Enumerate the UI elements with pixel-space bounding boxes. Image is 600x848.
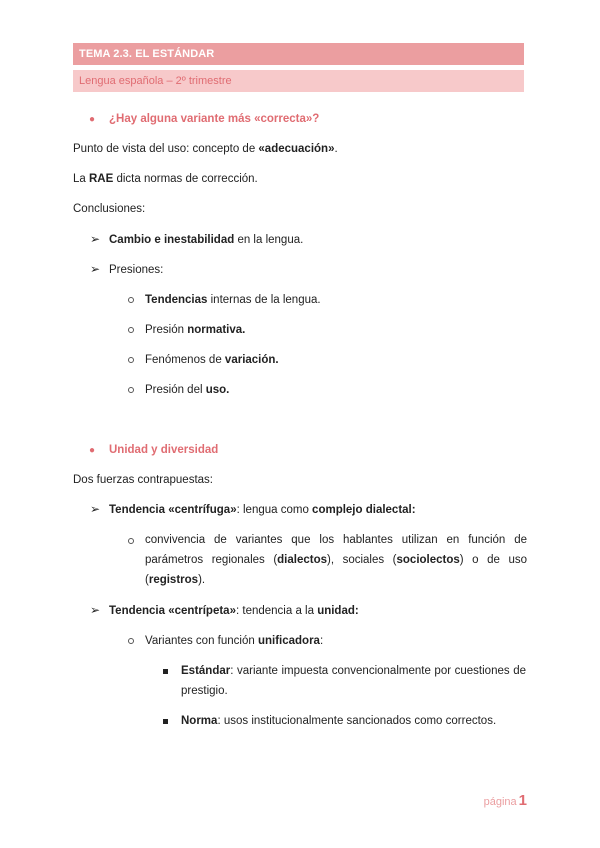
arrow-bullet-icon: ➢: [90, 232, 101, 246]
circle-bullet-icon: [128, 638, 134, 644]
square-bullet-icon: [163, 719, 168, 724]
square-bullet-icon: [163, 669, 168, 674]
sub-list-item: Presión del uso.: [145, 384, 230, 396]
sub-sub-list-item: Norma: usos institucionalmente sancionados como correctos.: [181, 715, 497, 727]
arrow-bullet-icon: ➢: [90, 603, 101, 617]
paragraph: Punto de vista del uso: concepto de «adecuación».: [73, 143, 338, 155]
circle-bullet-icon: [128, 538, 134, 544]
list-item: Tendencia «centrífuga»: lengua como complejo dialectal:: [109, 504, 416, 516]
arrow-bullet-icon: ➢: [90, 262, 101, 276]
circle-bullet-icon: [128, 297, 134, 303]
section-heading: Unidad y diversidad: [109, 444, 219, 456]
bullet-dot-icon: ●: [89, 445, 96, 456]
bullet-dot-icon: ●: [89, 114, 96, 125]
circle-bullet-icon: [128, 387, 134, 393]
sub-list-item: Presión normativa.: [145, 324, 246, 336]
page-number: 1: [518, 792, 527, 809]
list-item: Presiones:: [109, 264, 164, 276]
title-bar: [73, 43, 524, 65]
paragraph: Conclusiones:: [73, 203, 146, 215]
section-heading: ¿Hay alguna variante más «correcta»?: [109, 113, 320, 125]
page-title: TEMA 2.3. EL ESTÁNDAR: [79, 48, 215, 60]
circle-bullet-icon: [128, 357, 134, 363]
circle-bullet-icon: [128, 327, 134, 333]
sub-list-item: Fenómenos de variación.: [145, 354, 279, 366]
paragraph: La RAE dicta normas de corrección.: [73, 173, 258, 185]
paragraph: Dos fuerzas contrapuestas:: [73, 474, 213, 486]
sub-list-item: convivencia de variantes que los hablantes utilizan en función de parámetros regionales (dialectos), sociales (sociolectos) o de uso (registros).: [145, 534, 527, 586]
page-footer: [484, 792, 527, 809]
sub-list-item: Tendencias internas de la lengua.: [145, 294, 321, 306]
list-item: Tendencia «centrípeta»: tendencia a la unidad:: [109, 605, 359, 617]
list-item: Cambio e inestabilidad en la lengua.: [109, 234, 304, 246]
page-subtitle: Lengua española – 2º trimestre: [79, 75, 232, 87]
sub-sub-list-item: Estándar: variante impuesta convencionalmente por cuestiones de prestigio.: [181, 665, 526, 697]
page-label: página: [483, 796, 517, 808]
subtitle-bar: [73, 70, 524, 92]
sub-list-item: Variantes con función unificadora:: [145, 635, 324, 647]
arrow-bullet-icon: ➢: [90, 502, 101, 516]
